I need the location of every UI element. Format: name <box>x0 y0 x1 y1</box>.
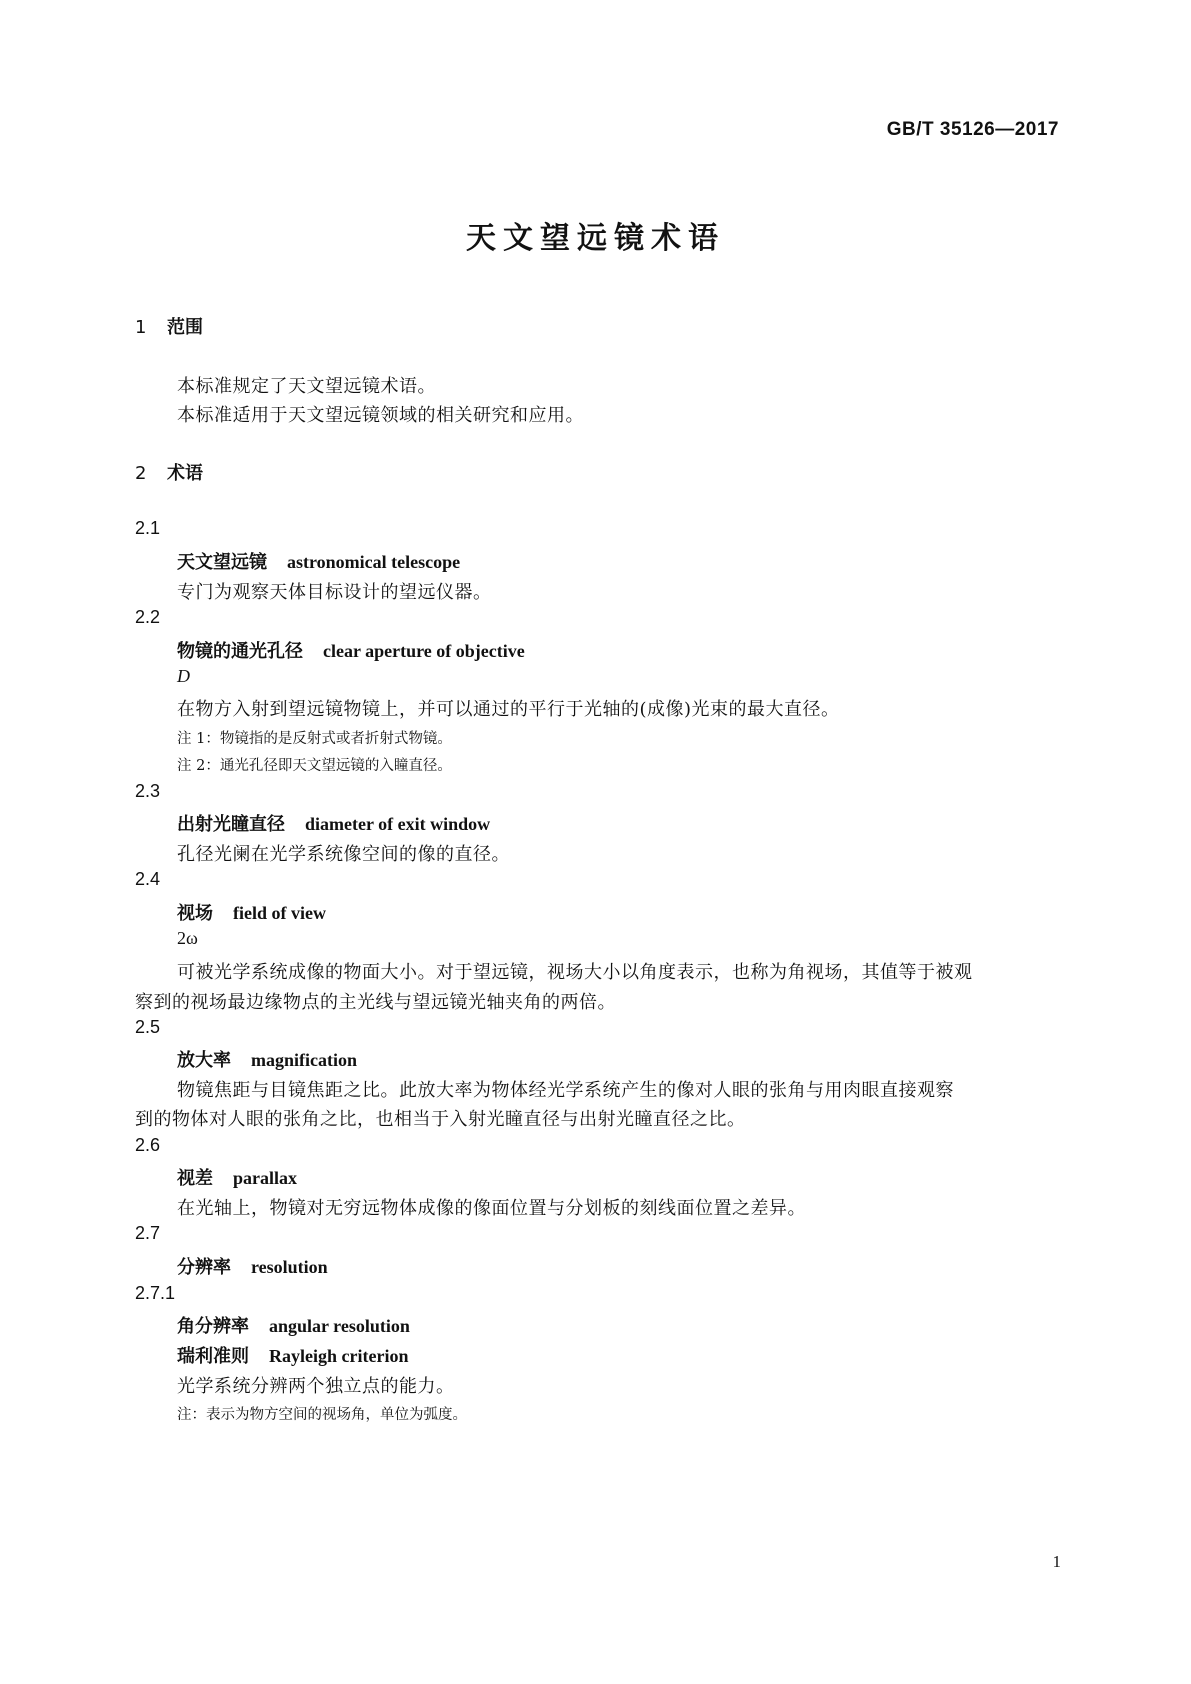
term-zh: 天文望远镜 <box>177 552 267 573</box>
term-2-2 <box>177 637 525 663</box>
symbol-2-4: 2ω <box>177 928 198 948</box>
section-2-title: 术语 <box>167 463 203 484</box>
term-en: angular resolution <box>269 1316 410 1336</box>
term-zh: 视差 <box>177 1168 213 1189</box>
term-zh: 瑞利准则 <box>177 1346 249 1367</box>
note-2-2-1: 注 1：物镜指的是反射式或者折射式物镜。 <box>177 731 452 747</box>
scope-paragraph-2: 本标准适用于天文望远镜领域的相关研究和应用。 <box>177 405 584 426</box>
term-en: diameter of exit window <box>305 814 491 834</box>
definition-2-2: 在物方入射到望远镜物镜上，并可以通过的平行于光轴的(成像)光束的最大直径。 <box>177 699 840 720</box>
term-2-7-1-synonym <box>177 1342 408 1368</box>
page-number: 1 <box>1052 1552 1061 1571</box>
term-zh: 物镜的通光孔径 <box>177 641 303 662</box>
term-2-6 <box>177 1164 297 1190</box>
definition-2-4-line-2: 察到的视场最边缘物点的主光线与望远镜光轴夹角的两倍。 <box>135 992 616 1013</box>
section-1-heading <box>135 313 203 339</box>
entry-number-2-5: 2.5 <box>135 1017 161 1037</box>
term-2-5 <box>177 1046 357 1072</box>
term-zh: 出射光瞳直径 <box>177 814 285 835</box>
entry-number-2-4: 2.4 <box>135 869 161 889</box>
entry-number-2-7: 2.7 <box>135 1223 161 1243</box>
definition-2-6: 在光轴上，物镜对无穷远物体成像的像面位置与分划板的刻线面位置之差异。 <box>177 1198 806 1219</box>
definition-2-5-line-1: 物镜焦距与目镜焦距之比。此放大率为物体经光学系统产生的像对人眼的张角与用肉眼直接观察 <box>177 1080 954 1101</box>
symbol-2-2: D <box>177 666 190 686</box>
term-2-4 <box>177 899 326 925</box>
standard-code: GB/T 35126—2017 <box>886 119 1059 140</box>
term-en: Rayleigh criterion <box>269 1346 409 1366</box>
definition-2-1: 专门为观察天体目标设计的望远仪器。 <box>177 582 492 603</box>
term-en: resolution <box>251 1257 328 1277</box>
term-en: field of view <box>233 903 326 923</box>
term-zh: 视场 <box>177 903 213 924</box>
term-en: parallax <box>233 1168 298 1188</box>
term-zh: 分辨率 <box>177 1257 231 1278</box>
term-en: magnification <box>251 1050 357 1070</box>
term-2-7 <box>177 1253 328 1279</box>
definition-2-3: 孔径光阑在光学系统像空间的像的直径。 <box>177 844 510 865</box>
entry-number-2-6: 2.6 <box>135 1135 161 1155</box>
term-2-1 <box>177 548 460 574</box>
section-1-title: 范围 <box>167 317 203 338</box>
definition-2-4-line-1: 可被光学系统成像的物面大小。对于望远镜，视场大小以角度表示，也称为角视场，其值等于被观 <box>177 962 973 983</box>
entry-number-2-1: 2.1 <box>135 518 161 538</box>
term-en: astronomical telescope <box>287 552 461 572</box>
note-2-7-1: 注：表示为物方空间的视场角，单位为弧度。 <box>177 1407 467 1423</box>
term-en: clear aperture of objective <box>323 641 525 661</box>
section-1-number: 1 <box>135 317 147 338</box>
term-2-3 <box>177 810 490 836</box>
section-2-number: 2 <box>135 463 147 484</box>
term-zh: 角分辨率 <box>177 1316 249 1337</box>
entry-number-2-7-1: 2.7.1 <box>135 1283 176 1303</box>
document-title: 天文望远镜术语 <box>466 221 725 256</box>
scope-paragraph-1: 本标准规定了天文望远镜术语。 <box>177 376 436 397</box>
section-2-heading <box>135 459 203 485</box>
note-2-2-2: 注 2：通光孔径即天文望远镜的入瞳直径。 <box>177 758 452 774</box>
definition-2-7-1: 光学系统分辨两个独立点的能力。 <box>177 1376 455 1397</box>
term-zh: 放大率 <box>177 1050 231 1071</box>
entry-number-2-2: 2.2 <box>135 607 161 627</box>
definition-2-5-line-2: 到的物体对人眼的张角之比，也相当于入射光瞳直径与出射光瞳直径之比。 <box>135 1109 746 1130</box>
term-2-7-1 <box>177 1312 410 1338</box>
entry-number-2-3: 2.3 <box>135 781 161 801</box>
